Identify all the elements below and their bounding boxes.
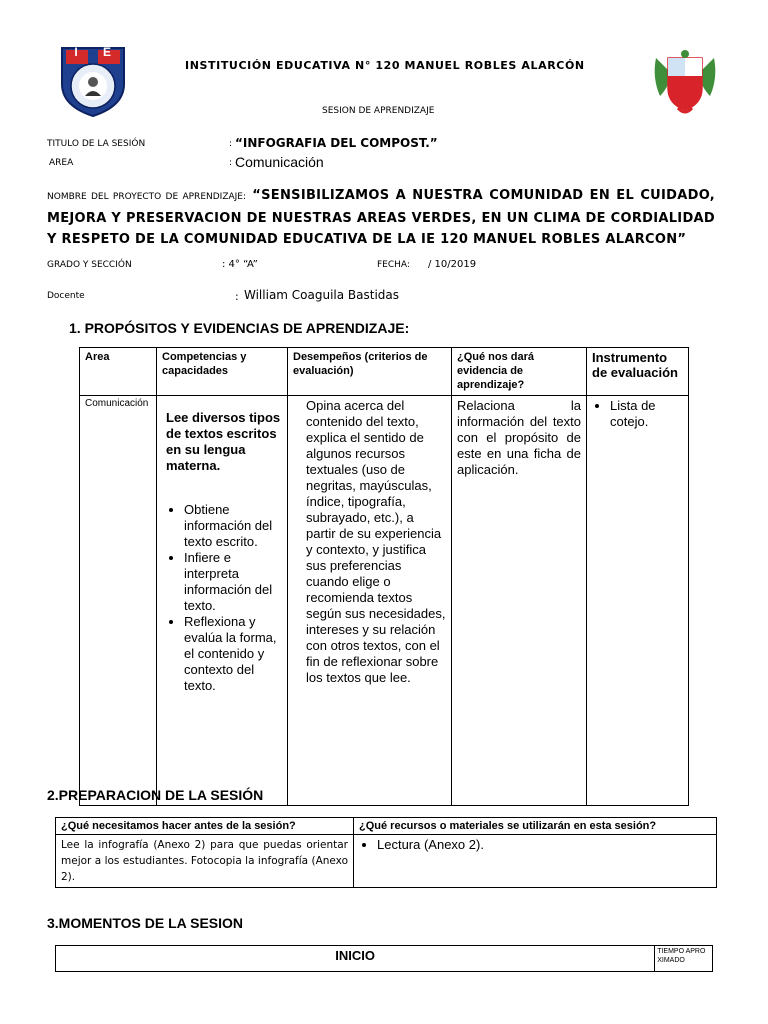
session-title: SESION DE APRENDIZAJE bbox=[322, 106, 435, 116]
cell-area: Comunicación bbox=[80, 396, 157, 806]
desempeno-text: Opina acerca del contenido del texto, explica el sentido de algunos recursos textuales (uso de negritas, mayúsculas, índice, tipografía, subrayado, etc.), a partir de su experiencia y contexto, y justifica sus preferencias cuando elige o recomienda textos según sus necesidades, intereses y su relación con otros textos, con el fin de reflexionar sobre los textos que lee. bbox=[306, 398, 446, 685]
titulo-colon: : bbox=[229, 139, 233, 149]
header-antes: ¿Qué necesitamos hacer antes de la sesión? bbox=[56, 818, 354, 835]
cell-competencias bbox=[157, 396, 288, 806]
grado-value: : 4° “A” bbox=[222, 259, 258, 270]
cell-antes: Lee la infografía (Anexo 2) para que puedas orientar mejor a los estudiantes. Fotocopia la infografía (Anexo 2). bbox=[56, 835, 354, 888]
docente-value: William Coaguila Bastidas bbox=[244, 288, 400, 302]
capacidad-item: • Obtiene información del texto escrito. bbox=[184, 502, 282, 550]
logo-letter-e: E bbox=[102, 45, 111, 59]
cell-tiempo: TIEMPO APROXIMADO bbox=[655, 946, 713, 972]
instrumento-item: • Lista de cotejo. bbox=[610, 398, 683, 430]
area-value: Comunicación bbox=[235, 154, 324, 170]
header-instrumento: Instrumento de evaluación bbox=[587, 348, 689, 396]
capacidad-item: • Infiere e interpreta información del texto. bbox=[184, 550, 282, 614]
cell-evidencia: Relaciona la información del texto con el propósito de este en una ficha de aplicación. bbox=[452, 396, 587, 806]
cell-desempeno bbox=[288, 396, 452, 806]
docente-colon: : bbox=[235, 290, 239, 303]
section1-heading: 1. PROPÓSITOS Y EVIDENCIAS DE APRENDIZAJE: bbox=[69, 320, 410, 336]
titulo-value: “INFOGRAFIA DEL COMPOST.” bbox=[235, 136, 438, 150]
grado-label: GRADO Y SECCIÓN bbox=[47, 260, 132, 270]
cell-inicio: INICIO bbox=[56, 946, 655, 972]
section2-heading bbox=[47, 787, 263, 803]
header-evidencia: ¿Qué nos dará evidencia de aprendizaje? bbox=[452, 348, 587, 396]
area-colon: : bbox=[229, 158, 233, 168]
peru-coat-of-arms bbox=[650, 48, 720, 118]
fecha-label: FECHA: bbox=[377, 260, 410, 270]
section2-heading-text: 2.PREPARACION DE LA SESIÓN bbox=[47, 787, 264, 803]
proyecto-label: NOMBRE DEL PROYECTO DE APRENDIZAJE: bbox=[47, 192, 247, 202]
competencia-text: Lee diversos tipos de textos escritos en su lengua materna. bbox=[166, 410, 281, 473]
proyecto-block bbox=[47, 185, 715, 250]
docente-label: Docente bbox=[47, 291, 85, 301]
cell-instrumento bbox=[587, 396, 689, 806]
header-recursos: ¿Qué recursos o materiales se utilizarán en esta sesión? bbox=[354, 818, 717, 835]
propositos-table bbox=[79, 347, 689, 806]
header-desempenos: Desempeños (criterios de evaluación) bbox=[288, 348, 452, 396]
proyecto-value: “SENSIBILIZAMOS A NUESTRA COMUNIDAD EN EL CUIDADO, MEJORA Y PRESERVACION DE NUESTRAS AREAS VERDES, EN UN CLIMA DE CORDIALIDAD Y RESPETO DE LA COMUNIDAD EDUCATIVA DE LA IE 120 MANUEL ROBLES ALARCON” bbox=[47, 188, 716, 247]
section3-heading: 3.MOMENTOS DE LA SESION bbox=[47, 915, 244, 931]
recursos-item: • Lectura (Anexo 2). bbox=[377, 837, 711, 853]
header-area: Area bbox=[80, 348, 157, 396]
institution-name: INSTITUCIÓN EDUCATIVA N° 120 MANUEL ROBLES ALARCÓN bbox=[185, 59, 585, 72]
capacidades-list bbox=[166, 502, 282, 694]
recursos-list bbox=[359, 837, 711, 853]
instrumento-list bbox=[592, 398, 683, 430]
area-label: AREA bbox=[49, 158, 74, 168]
logo-letter-i: I bbox=[74, 45, 78, 59]
header-competencias: Competencias y capacidades bbox=[157, 348, 288, 396]
titulo-label: TITULO DE LA SESIÓN bbox=[47, 139, 146, 149]
cell-recursos bbox=[354, 835, 717, 888]
fecha-value: / 10/2019 bbox=[428, 259, 477, 270]
preparacion-table bbox=[55, 817, 717, 888]
momentos-table bbox=[55, 945, 713, 972]
capacidad-item: • Reflexiona y evalúa la forma, el contenido y contexto del texto. bbox=[184, 614, 282, 694]
